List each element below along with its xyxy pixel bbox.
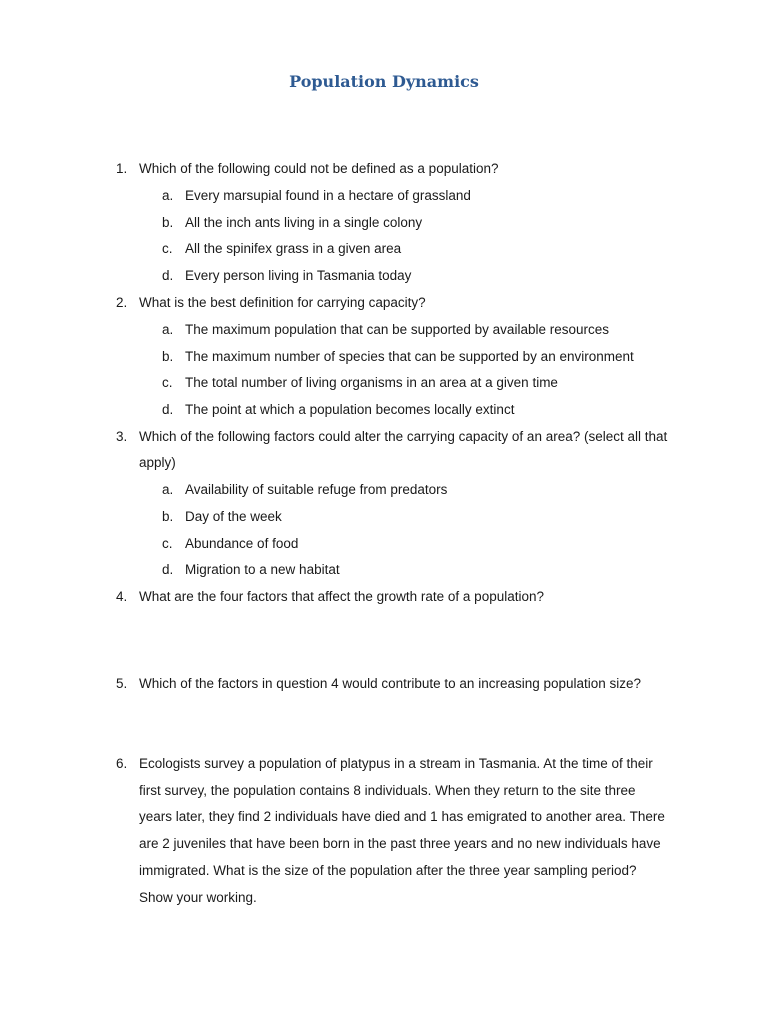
question-text: Which of the following factors could alter the carrying capacity of an area? (select all that apply) bbox=[139, 428, 668, 471]
question-3-option-a bbox=[0, 477, 768, 504]
question-number: 1. bbox=[116, 161, 128, 176]
question-number: 2. bbox=[116, 295, 128, 310]
option-text: Availability of suitable refuge from predators bbox=[185, 482, 448, 497]
question-text: What is the best definition for carrying capacity? bbox=[139, 295, 426, 310]
option-text: The maximum population that can be supported by available resources bbox=[185, 321, 609, 337]
question-2-option-b bbox=[0, 344, 768, 371]
question-1-option-d bbox=[0, 263, 768, 290]
question-number: 3. bbox=[116, 428, 128, 444]
question-1-option-c bbox=[0, 236, 768, 263]
question-number: 4. bbox=[116, 589, 128, 604]
option-letter: a. bbox=[162, 321, 174, 337]
question-number: 6. bbox=[116, 756, 128, 771]
option-text: All the inch ants living in a single colony bbox=[185, 214, 423, 230]
option-letter: d. bbox=[162, 402, 174, 417]
option-text: Every person living in Tasmania today bbox=[185, 268, 412, 283]
option-letter: b. bbox=[162, 214, 174, 230]
option-letter: c. bbox=[162, 535, 173, 551]
question-3 bbox=[0, 424, 768, 478]
option-letter: d. bbox=[162, 268, 174, 283]
question-text: What are the four factors that affect the growth rate of a population? bbox=[139, 589, 544, 604]
question-text: Which of the factors in question 4 would contribute to an increasing population size? bbox=[139, 676, 642, 691]
question-3-option-d bbox=[0, 557, 768, 584]
question-1 bbox=[0, 156, 768, 183]
option-text: The total number of living organisms in an area at a given time bbox=[185, 375, 558, 390]
page-title: Population Dynamics bbox=[289, 72, 479, 91]
option-letter: b. bbox=[162, 508, 174, 524]
question-2 bbox=[0, 290, 768, 317]
question-4 bbox=[0, 584, 768, 611]
option-text: The maximum number of species that can be supported by an environment bbox=[185, 348, 634, 364]
question-1-option-a bbox=[0, 183, 768, 210]
option-letter: b. bbox=[162, 348, 174, 364]
option-letter: a. bbox=[162, 482, 174, 497]
option-letter: a. bbox=[162, 188, 174, 203]
question-2-option-d bbox=[0, 397, 768, 424]
option-text: All the spinifex grass in a given area bbox=[185, 241, 402, 256]
question-5 bbox=[0, 671, 768, 698]
option-letter: c. bbox=[162, 375, 173, 390]
option-letter: d. bbox=[162, 562, 174, 577]
option-text: Day of the week bbox=[185, 508, 282, 524]
question-text: Which of the following could not be defined as a population? bbox=[139, 161, 499, 176]
question-2-option-c bbox=[0, 370, 768, 397]
option-text: Migration to a new habitat bbox=[185, 562, 340, 577]
question-3-option-c bbox=[0, 531, 768, 558]
option-letter: c. bbox=[162, 241, 173, 256]
question-2-option-a bbox=[0, 317, 768, 344]
question-3-option-b bbox=[0, 504, 768, 531]
question-1-option-b bbox=[0, 210, 768, 237]
option-text: The point at which a population becomes locally extinct bbox=[185, 402, 515, 417]
option-text: Abundance of food bbox=[185, 535, 299, 551]
question-text: Ecologists survey a population of platypus in a stream in Tasmania. At the time of their first survey, the population contains 8 individuals. When they return to the site three years later, they find 2 individuals have died and 1 has emigrated to another area. There are 2 juveniles that have been born in the past three years and no new individuals have immigrated. What is the size of the population after the three year sampling period? Show your working. bbox=[139, 756, 665, 905]
question-number: 5. bbox=[116, 676, 128, 691]
option-text: Every marsupial found in a hectare of grassland bbox=[185, 188, 471, 203]
question-6 bbox=[0, 751, 768, 913]
